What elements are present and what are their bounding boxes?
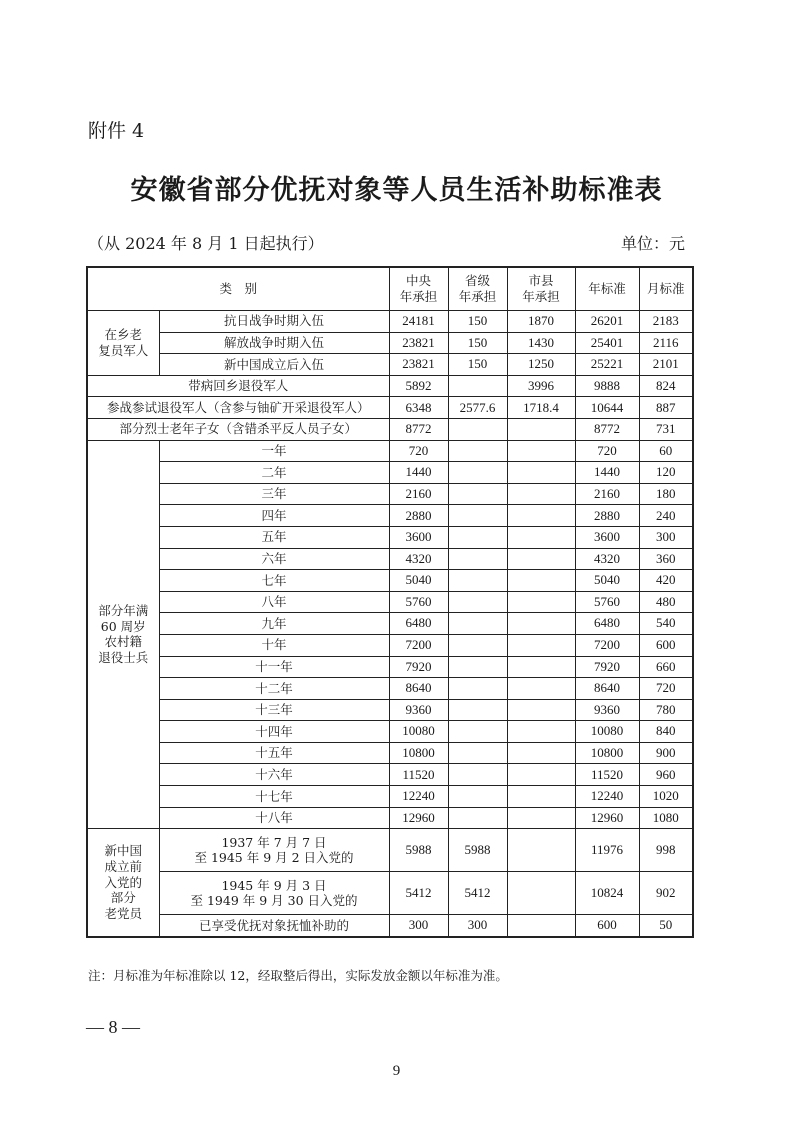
cell-city (507, 656, 575, 678)
cell-annual: 600 (575, 915, 639, 937)
table-row (87, 526, 693, 548)
table-row (87, 570, 693, 592)
cell-province (448, 526, 507, 548)
cell-province: 5988 (448, 829, 507, 872)
row-label: 七年 (159, 570, 389, 592)
cell-annual: 5040 (575, 570, 639, 592)
cell-central: 24181 (389, 311, 448, 333)
cell-annual: 3600 (575, 526, 639, 548)
table-row (87, 634, 693, 656)
table-row (87, 440, 693, 462)
cell-city (507, 634, 575, 656)
row-label: 十六年 (159, 764, 389, 786)
table-row (87, 462, 693, 484)
table-row (87, 742, 693, 764)
cell-city: 3996 (507, 375, 575, 397)
cell-monthly: 360 (639, 548, 693, 570)
cell-province: 150 (448, 311, 507, 333)
row-label: 带病回乡退役军人 (87, 375, 389, 397)
row-label: 六年 (159, 548, 389, 570)
cell-central: 23821 (389, 332, 448, 354)
cell-city (507, 764, 575, 786)
cell-city (507, 872, 575, 915)
row-label: 二年 (159, 462, 389, 484)
row-label: 十年 (159, 634, 389, 656)
table-row (87, 807, 693, 829)
cell-central: 6480 (389, 613, 448, 635)
cell-monthly: 1020 (639, 786, 693, 808)
table-row (87, 397, 693, 419)
cell-central: 5892 (389, 375, 448, 397)
cell-annual: 25401 (575, 332, 639, 354)
cell-province: 2577.6 (448, 397, 507, 419)
cell-monthly: 420 (639, 570, 693, 592)
cell-province: 300 (448, 915, 507, 937)
page-title: 安徽省部分优抚对象等人员生活补助标准表 (130, 175, 663, 206)
row-label: 四年 (159, 505, 389, 527)
cell-city (507, 591, 575, 613)
cell-province: 150 (448, 332, 507, 354)
cell-annual: 9360 (575, 699, 639, 721)
cell-city: 1250 (507, 354, 575, 376)
cell-annual: 26201 (575, 311, 639, 333)
cell-city: 1718.4 (507, 397, 575, 419)
header-city: 市县 年承担 (507, 267, 575, 311)
cell-central: 2160 (389, 483, 448, 505)
table-row (87, 613, 693, 635)
table-header-row (87, 267, 693, 311)
cell-monthly: 731 (639, 418, 693, 440)
cell-province: 150 (448, 354, 507, 376)
row-label: 十四年 (159, 721, 389, 743)
cell-monthly: 50 (639, 915, 693, 937)
row-label: 三年 (159, 483, 389, 505)
cell-city (507, 548, 575, 570)
header-province: 省级 年承担 (448, 267, 507, 311)
cell-central: 3600 (389, 526, 448, 548)
cell-annual: 9888 (575, 375, 639, 397)
cell-central: 10800 (389, 742, 448, 764)
cell-province (448, 440, 507, 462)
cell-central: 2880 (389, 505, 448, 527)
page-number: 9 (392, 1063, 401, 1079)
table-row (87, 678, 693, 700)
cell-monthly: 120 (639, 462, 693, 484)
cell-annual: 1440 (575, 462, 639, 484)
cell-monthly: 2116 (639, 332, 693, 354)
cell-monthly: 780 (639, 699, 693, 721)
group-veterans: 在乡老 复员军人 (87, 311, 159, 376)
cell-annual: 7920 (575, 656, 639, 678)
cell-province (448, 634, 507, 656)
table-row (87, 548, 693, 570)
table-row (87, 699, 693, 721)
cell-central: 23821 (389, 354, 448, 376)
cell-annual: 4320 (575, 548, 639, 570)
row-label: 十一年 (159, 656, 389, 678)
table-row (87, 829, 693, 872)
cell-monthly: 540 (639, 613, 693, 635)
row-label: 参战参试退役军人（含参与铀矿开采退役军人） (87, 397, 389, 419)
cell-city (507, 721, 575, 743)
cell-city (507, 418, 575, 440)
row-label: 抗日战争时期入伍 (159, 311, 389, 333)
cell-annual: 10824 (575, 872, 639, 915)
cell-province (448, 548, 507, 570)
cell-city (507, 526, 575, 548)
row-label: 十三年 (159, 699, 389, 721)
cell-city: 1870 (507, 311, 575, 333)
cell-central: 300 (389, 915, 448, 937)
row-label: 新中国成立后入伍 (159, 354, 389, 376)
cell-province (448, 656, 507, 678)
effective-date: （从 2024 年 8 月 1 日起执行） (88, 234, 324, 253)
cell-annual: 10800 (575, 742, 639, 764)
table-row (87, 418, 693, 440)
cell-city (507, 829, 575, 872)
cell-central: 5760 (389, 591, 448, 613)
header-category: 类 别 (87, 267, 389, 311)
cell-annual: 10644 (575, 397, 639, 419)
cell-province (448, 570, 507, 592)
cell-central: 8640 (389, 678, 448, 700)
cell-annual: 2160 (575, 483, 639, 505)
row-label: 十五年 (159, 742, 389, 764)
unit-label: 单位：元 (620, 234, 685, 253)
cell-city (507, 570, 575, 592)
cell-annual: 11976 (575, 829, 639, 872)
cell-province (448, 742, 507, 764)
cell-province (448, 807, 507, 829)
cell-annual: 6480 (575, 613, 639, 635)
cell-city (507, 786, 575, 808)
table-row (87, 505, 693, 527)
cell-central: 720 (389, 440, 448, 462)
cell-annual: 10080 (575, 721, 639, 743)
table-row (87, 483, 693, 505)
cell-annual: 11520 (575, 764, 639, 786)
cell-monthly: 180 (639, 483, 693, 505)
cell-province (448, 613, 507, 635)
header-annual: 年标准 (575, 267, 639, 311)
cell-province (448, 462, 507, 484)
cell-central: 5040 (389, 570, 448, 592)
row-label: 九年 (159, 613, 389, 635)
table-row (87, 721, 693, 743)
cell-monthly: 660 (639, 656, 693, 678)
cell-annual: 2880 (575, 505, 639, 527)
cell-province (448, 418, 507, 440)
row-label: 十八年 (159, 807, 389, 829)
cell-monthly: 2183 (639, 311, 693, 333)
header-monthly: 月标准 (639, 267, 693, 311)
row-label: 五年 (159, 526, 389, 548)
row-label: 已享受优抚对象抚恤补助的 (159, 915, 389, 937)
cell-central: 7200 (389, 634, 448, 656)
header-central: 中央 年承担 (389, 267, 448, 311)
row-label: 一年 (159, 440, 389, 462)
table-row (87, 656, 693, 678)
cell-monthly: 720 (639, 678, 693, 700)
cell-city (507, 807, 575, 829)
row-label: 十二年 (159, 678, 389, 700)
cell-annual: 5760 (575, 591, 639, 613)
cell-monthly: 998 (639, 829, 693, 872)
row-label: 八年 (159, 591, 389, 613)
cell-central: 1440 (389, 462, 448, 484)
cell-central: 7920 (389, 656, 448, 678)
cell-monthly: 900 (639, 742, 693, 764)
cell-city (507, 678, 575, 700)
row-label: 十七年 (159, 786, 389, 808)
table-row (87, 786, 693, 808)
cell-city (507, 440, 575, 462)
table-row (87, 872, 693, 915)
cell-city: 1430 (507, 332, 575, 354)
cell-central: 5412 (389, 872, 448, 915)
cell-annual: 25221 (575, 354, 639, 376)
cell-annual: 8772 (575, 418, 639, 440)
table-row (87, 311, 693, 333)
group-soldiers: 部分年满 60 周岁 农村籍 退役士兵 (87, 440, 159, 829)
table-row (87, 591, 693, 613)
page-marker: — 8 — (86, 1017, 140, 1037)
table-note: 注：月标准为年标准除以 12，经取整后得出，实际发放金额以年标准为准。 (88, 968, 508, 983)
row-label: 1937 年 7 月 7 日 至 1945 年 9 月 2 日入党的 (159, 829, 389, 872)
cell-monthly: 2101 (639, 354, 693, 376)
cell-monthly: 902 (639, 872, 693, 915)
cell-city (507, 505, 575, 527)
cell-city (507, 483, 575, 505)
cell-central: 4320 (389, 548, 448, 570)
cell-province (448, 764, 507, 786)
cell-province (448, 375, 507, 397)
cell-city (507, 699, 575, 721)
cell-province (448, 678, 507, 700)
cell-monthly: 824 (639, 375, 693, 397)
cell-province (448, 721, 507, 743)
cell-monthly: 300 (639, 526, 693, 548)
cell-annual: 8640 (575, 678, 639, 700)
cell-monthly: 887 (639, 397, 693, 419)
cell-central: 10080 (389, 721, 448, 743)
cell-annual: 7200 (575, 634, 639, 656)
cell-province (448, 786, 507, 808)
cell-central: 6348 (389, 397, 448, 419)
cell-monthly: 60 (639, 440, 693, 462)
table-row (87, 332, 693, 354)
table-row (87, 354, 693, 376)
cell-province (448, 699, 507, 721)
cell-central: 5988 (389, 829, 448, 872)
cell-monthly: 1080 (639, 807, 693, 829)
cell-monthly: 480 (639, 591, 693, 613)
subsidy-table (86, 266, 694, 938)
cell-annual: 720 (575, 440, 639, 462)
table-row (87, 764, 693, 786)
cell-central: 8772 (389, 418, 448, 440)
cell-city (507, 462, 575, 484)
cell-monthly: 240 (639, 505, 693, 527)
cell-monthly: 960 (639, 764, 693, 786)
cell-city (507, 742, 575, 764)
cell-central: 12240 (389, 786, 448, 808)
cell-city (507, 915, 575, 937)
row-label: 部分烈士老年子女（含错杀平反人员子女） (87, 418, 389, 440)
cell-monthly: 840 (639, 721, 693, 743)
cell-annual: 12960 (575, 807, 639, 829)
cell-province (448, 483, 507, 505)
cell-central: 12960 (389, 807, 448, 829)
cell-city (507, 613, 575, 635)
row-label: 1945 年 9 月 3 日 至 1949 年 9 月 30 日入党的 (159, 872, 389, 915)
cell-central: 9360 (389, 699, 448, 721)
table-row (87, 915, 693, 937)
group-party: 新中国 成立前 入党的 部分 老党员 (87, 829, 159, 937)
cell-monthly: 600 (639, 634, 693, 656)
cell-central: 11520 (389, 764, 448, 786)
cell-province: 5412 (448, 872, 507, 915)
cell-province (448, 591, 507, 613)
cell-annual: 12240 (575, 786, 639, 808)
cell-province (448, 505, 507, 527)
table-row (87, 375, 693, 397)
attachment-label: 附件 4 (88, 120, 145, 142)
row-label: 解放战争时期入伍 (159, 332, 389, 354)
